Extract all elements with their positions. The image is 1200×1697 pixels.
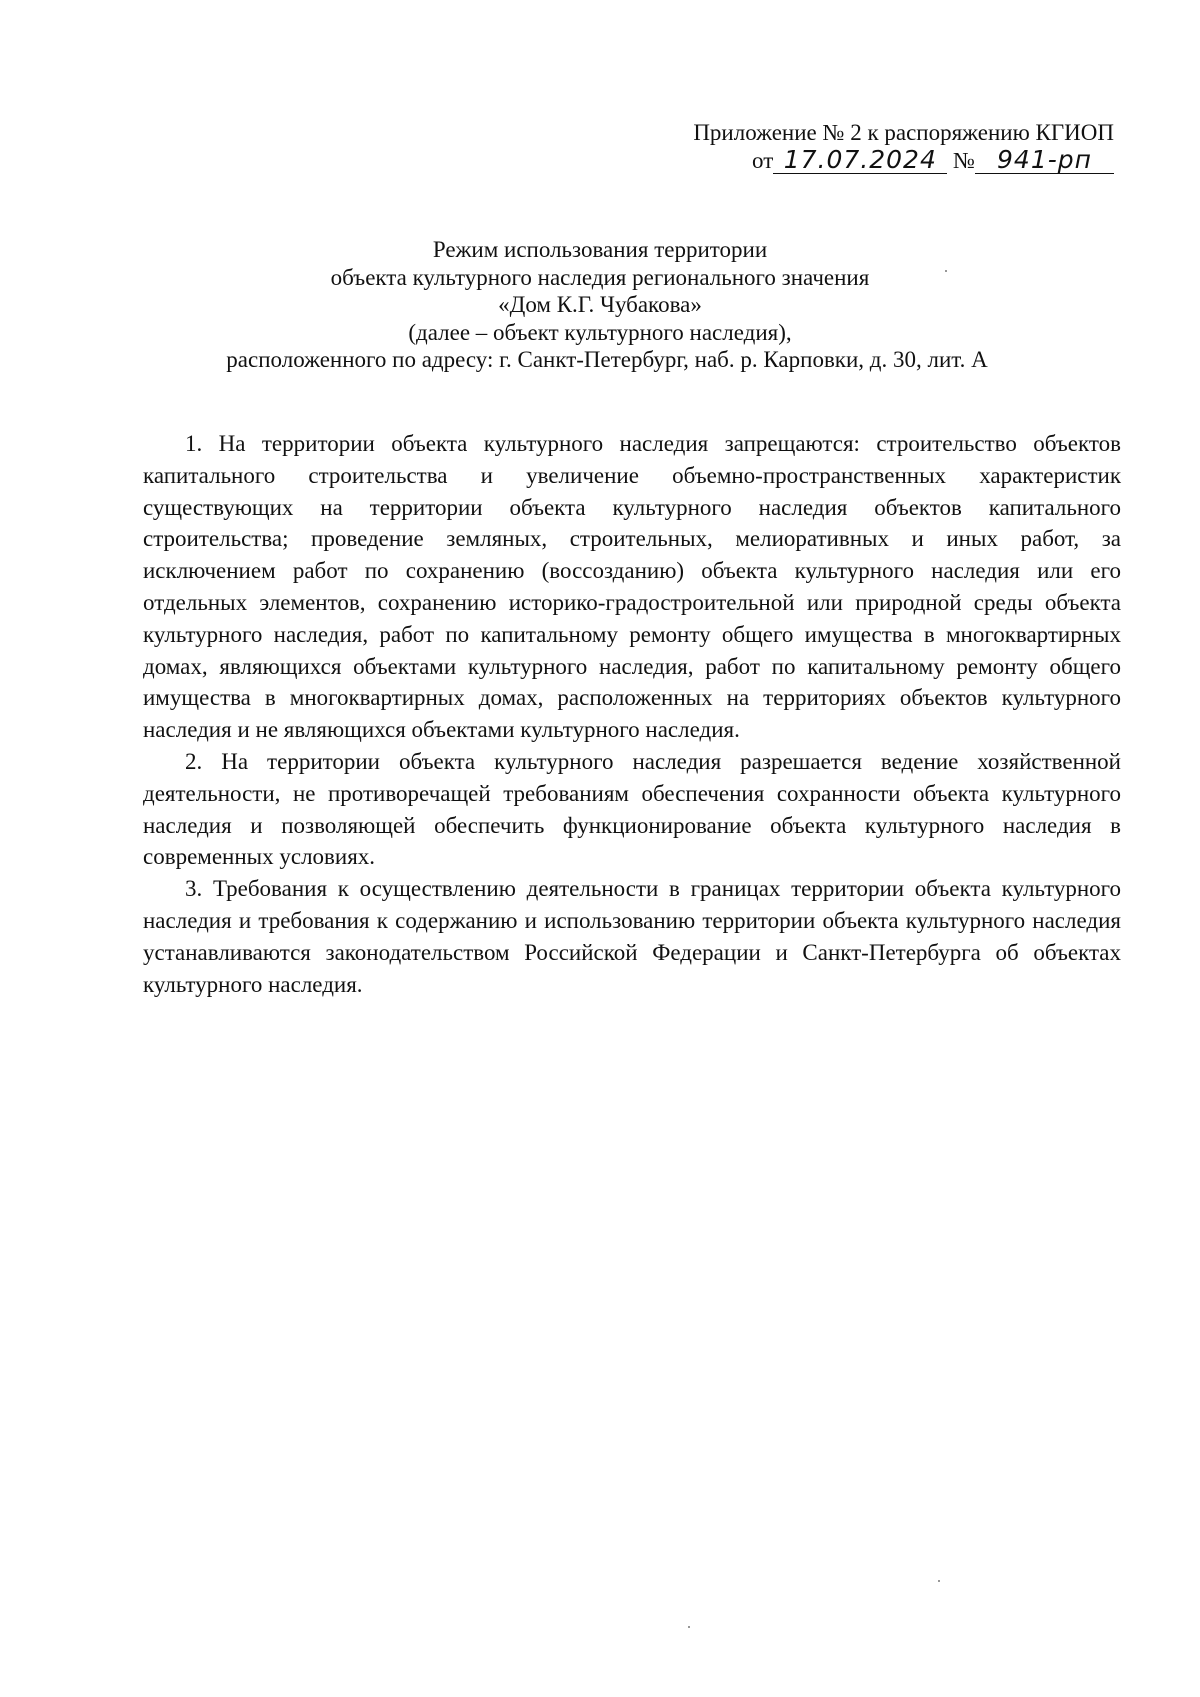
document-title <box>0 236 1200 374</box>
from-label: от <box>752 148 774 173</box>
title-line-4: (далее – объект культурного наследия), <box>408 319 792 345</box>
title-address: расположенного по адресу: г. Санкт-Петербург, наб. р. Карповки, д. 30, лит. А <box>226 347 988 372</box>
paragraph-1: 1. На территории объекта культурного наследия запрещаются: строительство объектов капитального строительства и увеличение объемно-пространственных характеристик существующих на территории объекта культурного наследия объектов капитального строительства; проведение земляных, строительных, мелиоративных и иных работ, за исключением работ по сохранению (воссозданию) объекта культурного наследия или его отдельных элементов, сохранению историко-градостроительной или природной среды объекта культурного наследия, работ по капитальному ремонту общего имущества в многоквартирных домах, являющихся объектами культурного наследия, работ по капитальному ремонту общего имущества в многоквартирных домах, расположенных на территориях объектов культурного наследия и не являющихся объектами культурного наследия. <box>143 431 1121 743</box>
title-line-1: Режим использования территории <box>432 237 768 262</box>
appendix-title: Приложение № 2 к распоряжению КГИОП <box>693 120 1114 145</box>
document-body <box>143 428 1121 1000</box>
appendix-header <box>594 118 1114 176</box>
number-label: № <box>953 148 975 173</box>
title-line-2: объекта культурного наследия регионального значения <box>330 264 870 290</box>
scan-speck <box>688 1626 690 1628</box>
paragraph-2: 2. На территории объекта культурного наследия разрешается ведение хозяйственной деятельности, не противоречащей требованиям обеспечения сохранности объекта культурного наследия и позволяющей обеспечить функционирование объекта культурного наследия в современных условиях. <box>143 748 1121 870</box>
scan-speck <box>938 1580 940 1582</box>
handwritten-number: 941-рп <box>975 147 1114 174</box>
paragraph-3: 3. Требования к осуществлению деятельности в границах территории объекта культурного наследия и требования к содержанию и использованию территории объекта культурного наследия устанавливаются законодательством Российской Федерации и Санкт-Петербурга об объектах культурного наследия. <box>143 876 1121 997</box>
title-line-3: «Дом К.Г. Чубакова» <box>498 292 702 317</box>
order-reference <box>594 146 1114 176</box>
scan-speck <box>945 270 947 272</box>
handwritten-date: 17.07.2024 <box>773 147 947 174</box>
